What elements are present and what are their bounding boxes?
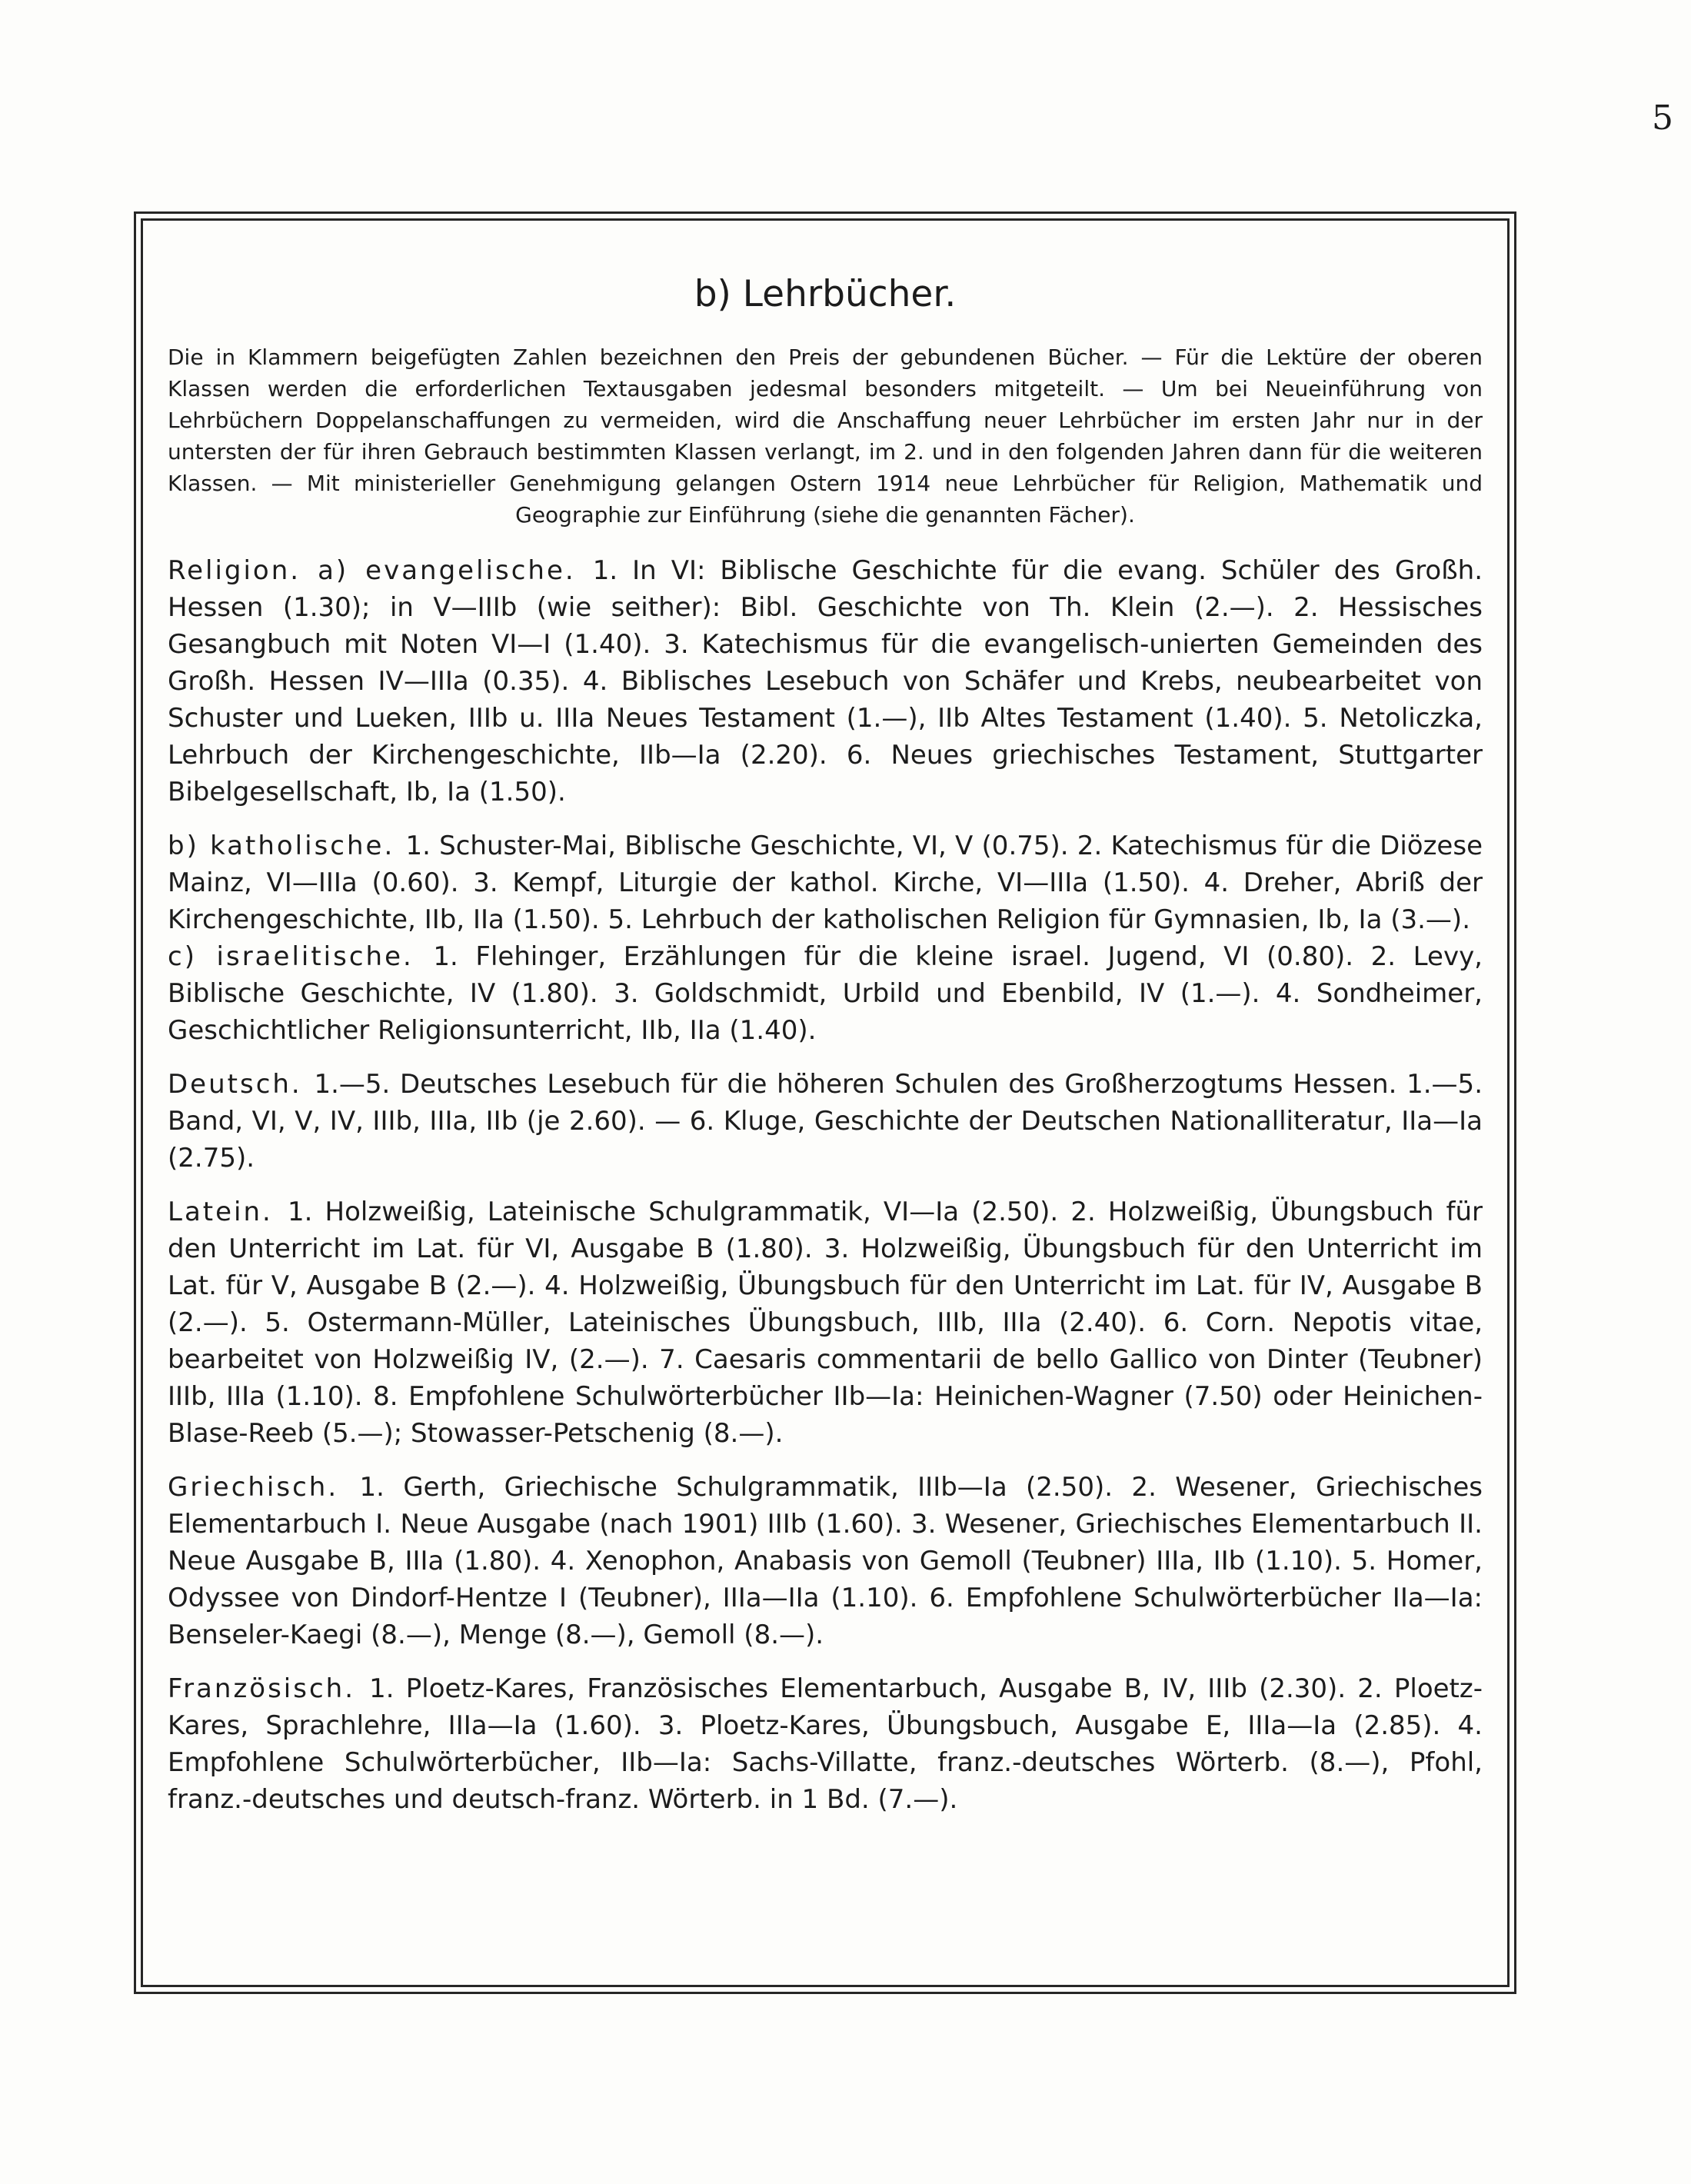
religion-katholisch — [168, 827, 1483, 938]
religion-israelitisch — [168, 938, 1483, 1049]
section-label: b) katholische. — [168, 831, 406, 861]
page-number: 5 — [1652, 98, 1673, 138]
intro-paragraph: Die in Klammern beigefügten Zahlen bezeichnen den Preis der gebundenen Bücher. — Für die Lektüre der oberen Klassen werden die erforderlichen Textausgaben jedesmal besonders mitgeteilt. — Um bei Neueinführung von Lehrbüchern Doppelanschaffungen zu vermeiden, wird die Anschaffung neuer Lehrbücher im ersten Jahr nur in der untersten der für ihren Gebrauch bestimmten Klassen verlangt, im 2. und in den folgenden Jahren dann für die weiteren Klassen. — Mit ministerieller Genehmigung gelangen Ostern 1914 neue Lehrbücher für Religion, Mathematik und Geographie zur Einführung (siehe die genannten Fächer). — [168, 345, 1483, 528]
section-text: 1. Gerth, Griechische Schulgrammatik, IIIb—Ia (2.50). 2. Wesener, Griechisches Elementarbuch I. Neue Ausgabe (nach 1901) IIIb (1.60). 3. Wesener, Griechisches Elementarbuch II. Neue Ausgabe B, IIIa (1.80). 4. Xenophon, Anabasis von Gemoll (Teubner) IIIa, IIb (1.10). 5. Homer, Odyssee von Dindorf-Hentze I (Teubner), IIIa—IIa (1.10). 6. Empfohlene Schulwörterbücher IIa—Ia: Benseler-Kaegi (8.—), Menge (8.—), Gemoll (8.—). — [168, 1472, 1483, 1650]
section-text: 1. Holzweißig, Lateinische Schulgrammatik, VI—Ia (2.50). 2. Holzweißig, Übungsbuch für den Unterricht im Lat. für VI, Ausgabe B (1.80). 3. Holzweißig, Übungsbuch für den Unterricht im Lat. für V, Ausgabe B (2.—). 4. Holzweißig, Übungsbuch für den Unterricht im Lat. für IV, Ausgabe B (2.—). 5. Ostermann-Müller, Lateinisches Übungsbuch, IIIb, IIIa (2.40). 6. Corn. Nepotis vitae, bearbeitet von Holzweißig IV, (2.—). 7. Caesaris commentarii de bello Gallico von Dinter (Teubner) IIIb, IIIa (1.10). 8. Empfohlene Schulwörterbücher IIb—Ia: Heinichen-Wagner (7.50) oder Heinichen-Blase-Reeb (5.—); Stowasser-Petschenig (8.—). — [168, 1197, 1483, 1449]
section-text: 1.—5. Deutsches Lesebuch für die höheren Schulen des Großherzogtums Hessen. 1.—5. Band, VI, V, IV, IIIb, IIIa, IIb (je 2.60). — 6. Kluge, Geschichte der Deutschen Nationalliteratur, IIa—Ia (2.75). — [168, 1069, 1483, 1174]
section-label: Griechisch. — [168, 1472, 360, 1503]
textbook-frame — [141, 218, 1510, 1987]
religion-evangelisch — [168, 552, 1483, 811]
section-label: Religion. a) evangelische. — [168, 555, 593, 586]
section-label: c) israelitische. — [168, 941, 434, 972]
section-text: 1. Ploetz-Kares, Französisches Elementarbuch, Ausgabe B, IV, IIIb (2.30). 2. Ploetz-Kares, Sprachlehre, IIIa—Ia (1.60). 3. Ploetz-Kares, Übungsbuch, Ausgabe E, IIIa—Ia (2.85). 4. Empfohlene Schulwörterbücher, IIb—Ia: Sachs-Villatte, franz.-deutsches Wörterb. (8.—), Pfohl, franz.-deutsches und deutsch-franz. Wörterb. in 1 Bd. (7.—). — [168, 1673, 1483, 1815]
section-heading: b) Lehrbücher. — [694, 273, 957, 315]
section-label: Deutsch. — [168, 1069, 315, 1100]
franzoesisch-section — [168, 1670, 1483, 1818]
section-text: 1. Flehinger, Erzählungen für die kleine israel. Jugend, VI (0.80). 2. Levy, Biblische Geschichte, IV (1.80). 3. Goldschmidt, Urbild und Ebenbild, IV (1.—). 4. Sondheimer, Geschichtlicher Religionsunterricht, IIb, IIa (1.40). — [168, 941, 1483, 1046]
section-label: Französisch. — [168, 1673, 370, 1704]
latein-section — [168, 1194, 1483, 1452]
section-label: Latein. — [168, 1197, 288, 1227]
deutsch-section — [168, 1066, 1483, 1177]
section-text: 1. Schuster-Mai, Biblische Geschichte, VI, V (0.75). 2. Katechismus für die Diözese Mainz, VI—IIIa (0.60). 3. Kempf, Liturgie der kathol. Kirche, VI—IIIa (1.50). 4. Dreher, Abriß der Kirchengeschichte, IIb, IIa (1.50). 5. Lehrbuch der katholischen Religion für Gymnasien, Ib, Ia (3.—). — [168, 831, 1483, 935]
section-text: 1. In VI: Biblische Geschichte für die evang. Schüler des Großh. Hessen (1.30); in V—IIIb (wie seither): Bibl. Geschichte von Th. Klein (2.—). 2. Hessisches Gesangbuch mit Noten VI—I (1.40). 3. Katechismus für die evangelisch-unierten Gemeinden des Großh. Hessen IV—IIIa (0.35). 4. Biblisches Lesebuch von Schäfer und Krebs, neubearbeitet von Schuster und Lueken, IIIb u. IIIa Neues Testament (1.—), IIb Altes Testament (1.40). 5. Netoliczka, Lehrbuch der Kirchengeschichte, IIb—Ia (2.20). 6. Neues griechisches Testament, Stuttgarter Bibelgesellschaft, Ib, Ia (1.50). — [168, 555, 1483, 807]
griechisch-section — [168, 1469, 1483, 1653]
